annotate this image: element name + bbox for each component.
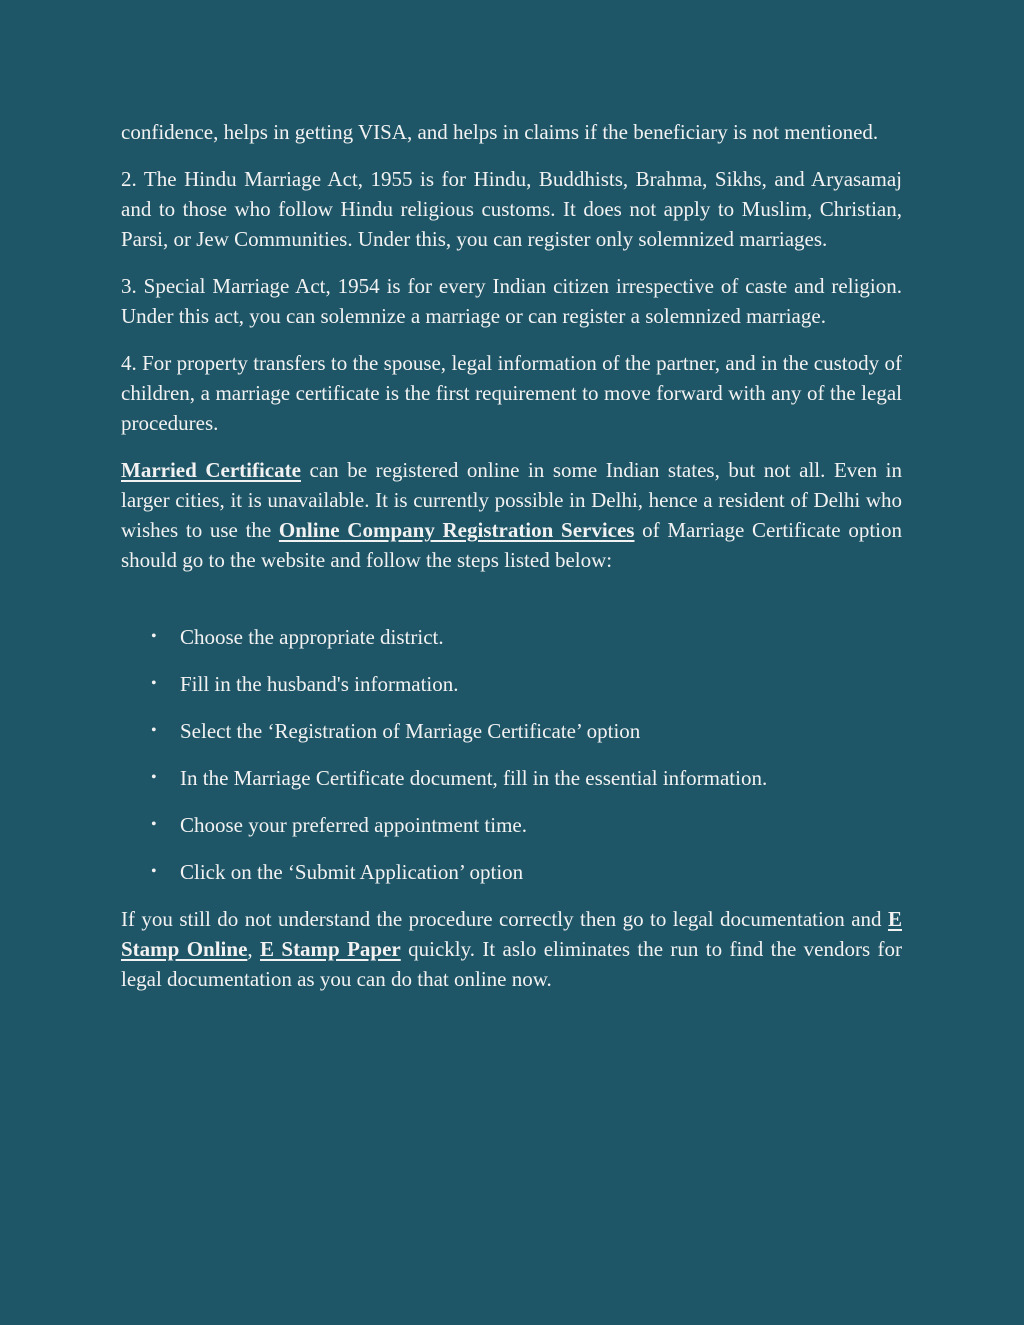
paragraph-text: quickly. It aslo eliminates the run to find the vendors for legal documentation as you can do that online now. <box>121 937 903 991</box>
paragraph-married-certificate <box>121 455 902 575</box>
bullet-icon: • <box>151 628 157 645</box>
list-item <box>121 716 902 746</box>
paragraph-property-transfers: 4. For property transfers to the spouse, legal information of the partner, and in the custody of children, a marriage certificate is the first requirement to move forward with any of the legal procedures. <box>121 351 902 435</box>
list-item <box>121 857 902 887</box>
e-stamp-paper-link[interactable]: E Stamp Paper <box>260 937 401 961</box>
bullet-icon: • <box>151 722 157 739</box>
e-stamp-online-link[interactable]: E Stamp Online <box>121 907 902 961</box>
paragraph-text: can be registered online in some Indian states, but not all. Even in larger cities, it is unavailable. It is currently possible in Delhi, hence a resident of Delhi who wishes to use the <box>121 458 902 542</box>
list-item-text: Fill in the husband's information. <box>180 672 459 696</box>
list-item-text: Choose the appropriate district. <box>180 625 444 649</box>
list-item-text: In the Marriage Certificate document, fill in the essential information. <box>180 766 768 790</box>
list-item-text: Choose your preferred appointment time. <box>180 813 527 837</box>
list-item-text: Click on the ‘Submit Application’ option <box>180 860 524 884</box>
steps-list <box>121 622 902 887</box>
married-certificate-link[interactable]: Married Certificate <box>121 458 301 482</box>
spacer <box>121 592 902 622</box>
bullet-icon: • <box>151 675 157 692</box>
paragraph-special-marriage-act: 3. Special Marriage Act, 1954 is for every Indian citizen irrespective of caste and religion. Under this act, you can solemnize a marriage or can register a solemnized marriage. <box>121 274 902 328</box>
bullet-icon: • <box>151 863 157 880</box>
paragraph-hindu-marriage-act: 2. The Hindu Marriage Act, 1955 is for Hindu, Buddhists, Brahma, Sikhs, and Aryasamaj and to those who follow Hindu religious customs. It does not apply to Muslim, Christian, Parsi, or Jew Communities. Under this, you can register only solemnized marriages. <box>121 167 902 251</box>
online-company-registration-link[interactable]: Online Company Registration Services <box>278 518 635 542</box>
paragraph-text: of Marriage Certificate option should go to the website and follow the steps listed below: <box>121 518 902 572</box>
paragraph-e-stamp <box>121 904 902 994</box>
list-item <box>121 763 902 793</box>
paragraph-text: If you still do not understand the procedure correctly then go to legal documentation and <box>121 907 888 931</box>
list-item-text: Select the ‘Registration of Marriage Certificate’ option <box>180 719 641 743</box>
separator-text: , <box>247 937 261 961</box>
bullet-icon: • <box>151 816 157 833</box>
bullet-icon: • <box>151 769 157 786</box>
list-item <box>121 622 902 652</box>
paragraph-1: confidence, helps in getting VISA, and helps in claims if the beneficiary is not mentioned. <box>121 120 879 144</box>
list-item <box>121 669 902 699</box>
list-item <box>121 810 902 840</box>
